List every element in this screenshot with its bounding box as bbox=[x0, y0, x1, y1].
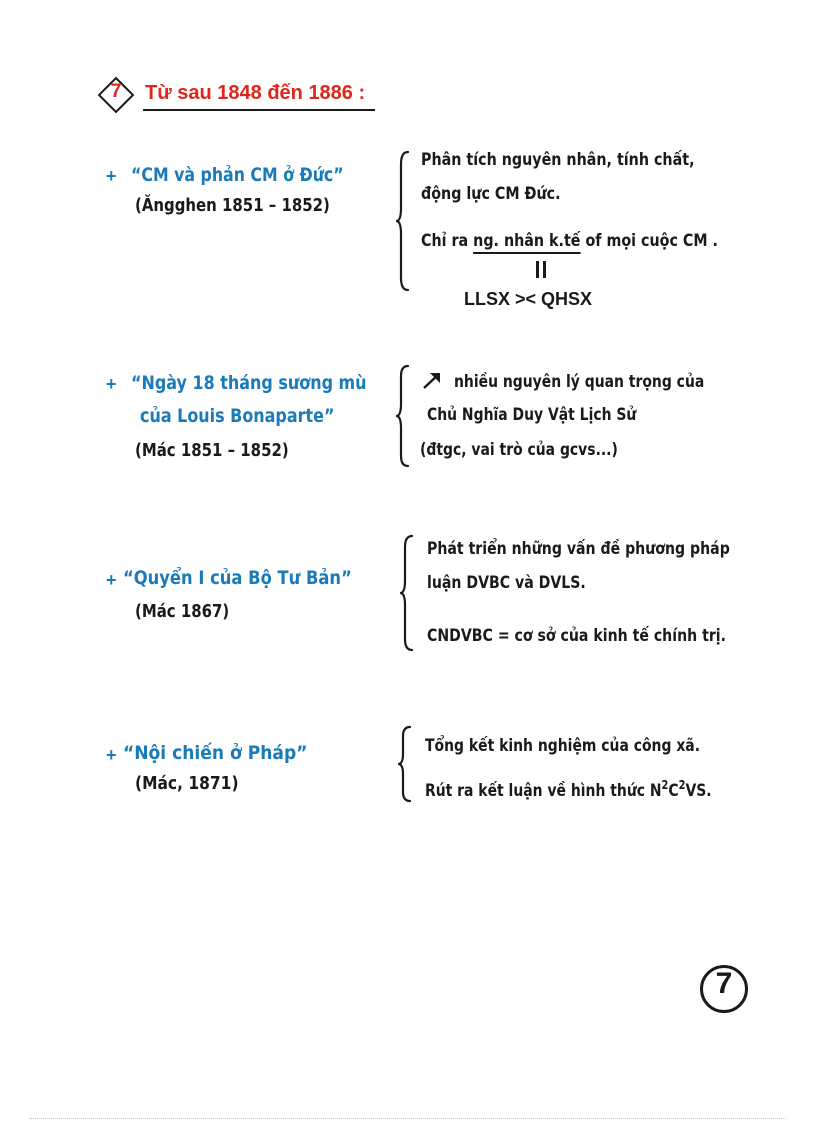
work-author: (Ăngghen 1851 – 1852) bbox=[135, 195, 330, 216]
desc-line: luận DVBC và DVLS. bbox=[427, 573, 586, 593]
desc-text: Chỉ ra bbox=[421, 231, 469, 251]
equivalence-mark bbox=[534, 261, 548, 278]
desc-text: C bbox=[668, 781, 679, 801]
section-number: 7 bbox=[110, 81, 122, 102]
underlined-term: ng. nhân k.tế bbox=[473, 231, 580, 254]
page-number: 7 bbox=[715, 967, 733, 1000]
work-title: “CM và phản CM ở Đức” bbox=[131, 164, 344, 186]
brace bbox=[398, 725, 412, 803]
title-underline bbox=[143, 109, 375, 111]
work-author: (Mác 1867) bbox=[135, 601, 230, 622]
footer-divider bbox=[30, 1118, 786, 1119]
bullet: + bbox=[106, 745, 117, 765]
desc-line: Phân tích nguyên nhân, tính chất, bbox=[421, 150, 695, 170]
work-title: “Quyển I của Bộ Tư Bản” bbox=[123, 567, 352, 589]
superscript: 2 bbox=[678, 778, 686, 792]
work-author: (Mác, 1871) bbox=[135, 773, 239, 794]
increase-arrow-icon bbox=[421, 370, 443, 395]
work-author: (Mác 1851 – 1852) bbox=[135, 440, 289, 461]
desc-text: VS. bbox=[685, 781, 712, 801]
desc-line: Chủ Nghĩa Duy Vật Lịch Sử bbox=[427, 405, 637, 425]
formula: LLSX >< QHSX bbox=[464, 289, 593, 309]
brace bbox=[400, 534, 414, 652]
desc-line: Tổng kết kinh nghiệm của công xã. bbox=[425, 736, 701, 756]
desc-line: CNDVBC = cơ sở của kinh tế chính trị. bbox=[427, 626, 726, 646]
brace bbox=[396, 364, 410, 468]
desc-line: Phát triển những vấn đề phương pháp bbox=[427, 539, 730, 559]
desc-line bbox=[421, 231, 718, 254]
bullet: + bbox=[106, 166, 117, 186]
desc-line: nhiều nguyên lý quan trọng của bbox=[454, 372, 705, 392]
superscript: 2 bbox=[661, 778, 669, 792]
section-title: Từ sau 1848 đến 1886 : bbox=[145, 82, 366, 104]
bullet: + bbox=[106, 374, 117, 394]
work-title: “Ngày 18 tháng sương mù bbox=[131, 372, 367, 394]
desc-text: Rút ra kết luận về hình thức N bbox=[425, 781, 662, 801]
brace bbox=[396, 150, 410, 292]
desc-line bbox=[425, 778, 712, 801]
work-title: “Nội chiến ở Pháp” bbox=[123, 742, 308, 764]
desc-text: of mọi cuộc CM . bbox=[585, 231, 718, 251]
work-title: của Louis Bonaparte” bbox=[140, 405, 335, 427]
bullet: + bbox=[106, 570, 117, 590]
desc-line: (đtgc, vai trò của gcvs...) bbox=[420, 440, 618, 460]
desc-line: động lực CM Đức. bbox=[421, 184, 561, 204]
